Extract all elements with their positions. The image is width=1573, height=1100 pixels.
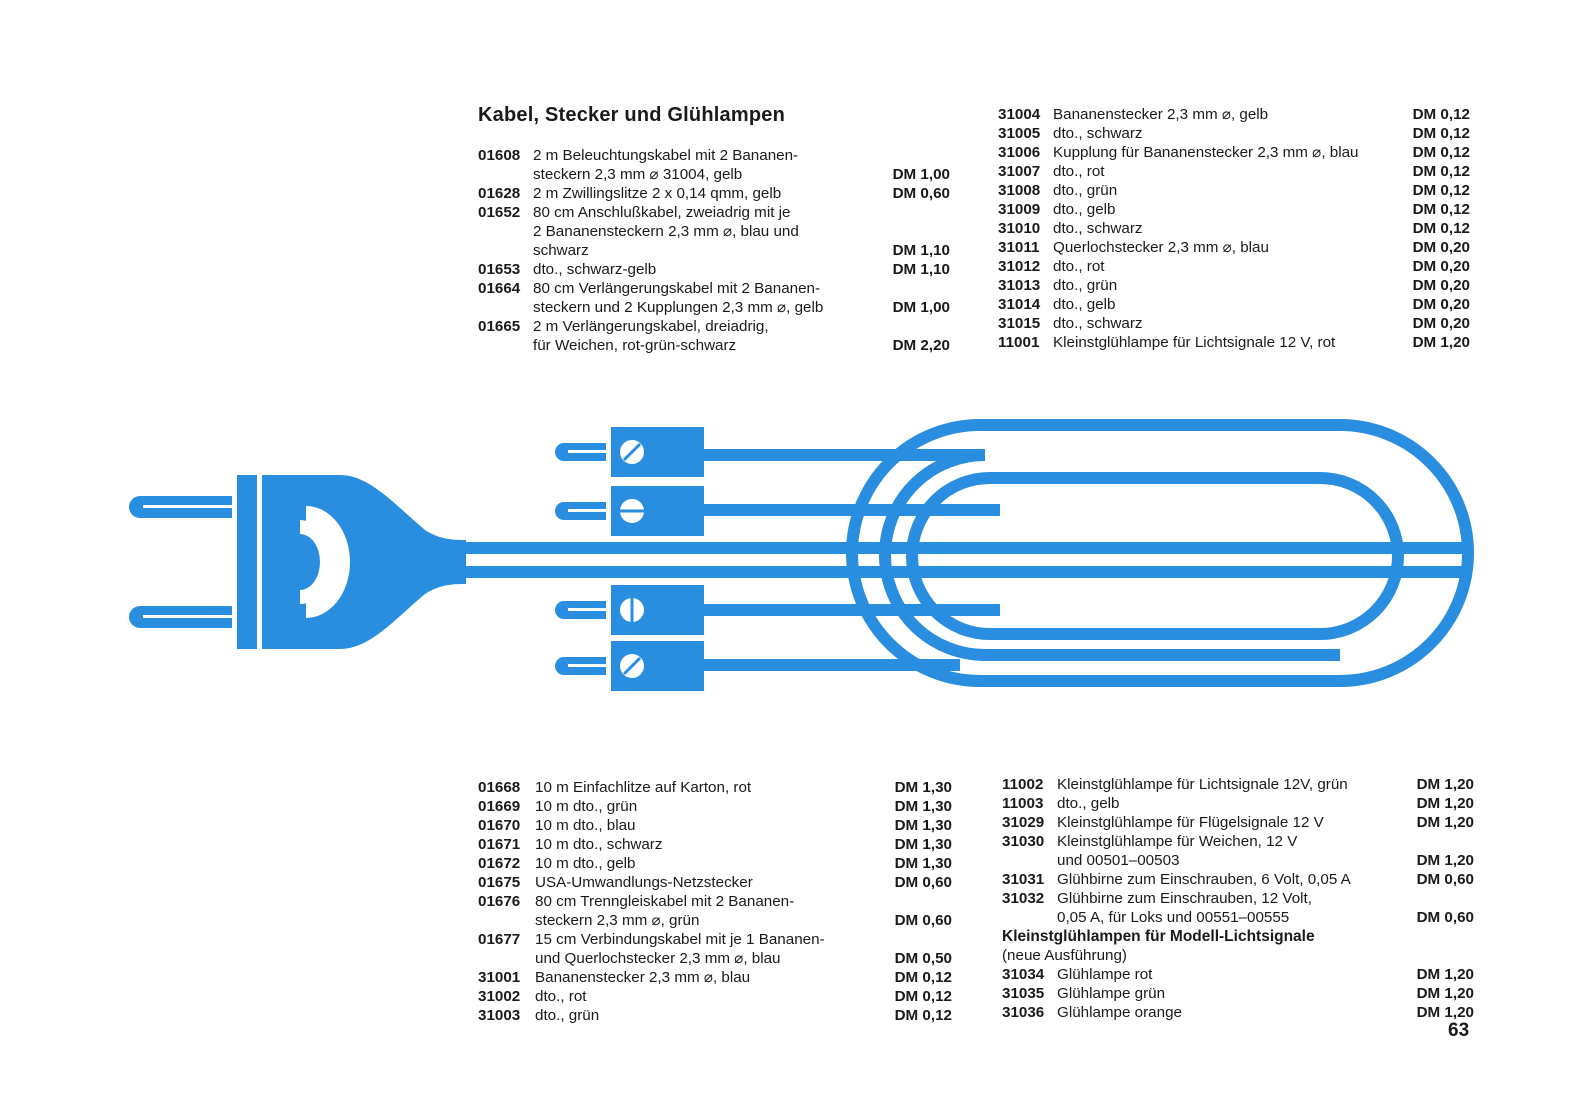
item-description: Querlochstecker 2,3 mm ⌀, blau: [1053, 239, 1269, 256]
item-number: 01677: [478, 931, 521, 948]
item-price: DM 1,00: [892, 299, 950, 316]
item-description: Glühlampe grün: [1057, 985, 1166, 1002]
item-number: 31009: [998, 201, 1041, 218]
item-number: 01670: [478, 817, 521, 834]
item-number: 01668: [478, 779, 521, 796]
item-description: steckern und 2 Kupplungen 2,3 mm ⌀, gelb: [533, 299, 824, 316]
item-price: DM 1,10: [892, 261, 950, 278]
item-price: DM 0,12: [1412, 163, 1470, 180]
item-description: Kleinstglühlampe für Lichtsignale 12V, grün: [1057, 776, 1348, 793]
item-description: Kleinstglühlampe für Lichtsignale 12 V, rot: [1053, 334, 1336, 351]
item-description: Glühlampe orange: [1057, 1004, 1182, 1021]
banana-plug-1: [555, 427, 704, 477]
item-description: 10 m Einfachlitze auf Karton, rot: [535, 779, 752, 796]
item-number: 01676: [478, 893, 521, 910]
page-title: Kabel, Stecker und Glühlampen: [478, 104, 785, 126]
item-price: DM 1,20: [1416, 852, 1474, 869]
item-price: DM 1,20: [1416, 966, 1474, 983]
item-description: 80 cm Verlängerungskabel mit 2 Bananen-: [533, 280, 821, 297]
item-description: 10 m dto., blau: [535, 817, 636, 834]
item-description: dto., grün: [1053, 277, 1118, 294]
item-number: 01671: [478, 836, 521, 853]
item-number: 01665: [478, 318, 521, 335]
item-description: 15 cm Verbindungskabel mit je 1 Bananen-: [535, 931, 825, 948]
item-number: 31034: [1002, 966, 1045, 983]
plug-front-plate: [237, 475, 257, 649]
item-number: 31002: [478, 988, 521, 1005]
item-description: 2 m Verlängerungskabel, dreiadrig,: [533, 318, 769, 335]
item-price: DM 0,12: [1412, 125, 1470, 142]
item-price: DM 0,12: [1412, 144, 1470, 161]
item-number: 31001: [478, 969, 521, 986]
item-description: steckern 2,3 mm ⌀ 31004, gelb: [533, 166, 743, 183]
item-price: DM 0,20: [1412, 239, 1470, 256]
item-price: DM 0,12: [894, 969, 952, 986]
item-description: steckern 2,3 mm ⌀, grün: [535, 912, 700, 929]
item-price: DM 1,20: [1416, 985, 1474, 1002]
item-description: Kleinstglühlampe für Weichen, 12 V: [1057, 833, 1298, 850]
item-number: 01652: [478, 204, 521, 221]
lamp-section-subheading: (neue Ausführung): [1002, 947, 1127, 964]
item-price: DM 0,20: [1412, 296, 1470, 313]
item-number: 31029: [1002, 814, 1045, 831]
item-number: 01653: [478, 261, 521, 278]
item-description: dto., schwarz: [1053, 125, 1143, 142]
item-number: 11001: [998, 334, 1040, 351]
item-price: DM 0,12: [894, 1007, 952, 1024]
item-number: 31008: [998, 182, 1041, 199]
item-number: 31012: [998, 258, 1041, 275]
item-price: DM 2,20: [892, 337, 950, 354]
item-number: 11003: [1002, 795, 1044, 812]
item-price: DM 0,12: [1412, 201, 1470, 218]
item-number: 31032: [1002, 890, 1045, 907]
item-number: 31014: [998, 296, 1041, 313]
item-number: 31011: [998, 239, 1040, 256]
item-number: 31031: [1002, 871, 1045, 888]
item-price: DM 1,20: [1416, 795, 1474, 812]
item-number: 31010: [998, 220, 1041, 237]
item-description: dto., gelb: [1053, 201, 1116, 218]
banana-plug-3: [555, 585, 704, 635]
item-description: Glühbirne zum Einschrauben, 12 Volt,: [1057, 890, 1312, 907]
item-description: 2 Bananensteckern 2,3 mm ⌀, blau und: [533, 223, 799, 240]
item-number: 01672: [478, 855, 521, 872]
item-description: Glühlampe rot: [1057, 966, 1153, 983]
item-description: 10 m dto., schwarz: [535, 836, 663, 853]
item-description: 2 m Beleuchtungskabel mit 2 Bananen-: [533, 147, 799, 164]
item-number: 01664: [478, 280, 521, 297]
item-number: 01608: [478, 147, 521, 164]
item-description: Glühbirne zum Einschrauben, 6 Volt, 0,05 A: [1057, 871, 1351, 888]
item-description: dto., rot: [1053, 258, 1105, 275]
item-description: 2 m Zwillingslitze 2 x 0,14 qmm, gelb: [533, 185, 782, 202]
item-description: dto., schwarz-gelb: [533, 261, 657, 278]
item-price: DM 0,60: [1416, 871, 1474, 888]
item-price: DM 0,60: [1416, 909, 1474, 926]
item-price: DM 1,20: [1416, 776, 1474, 793]
plug-body: [262, 475, 466, 649]
item-price: DM 0,20: [1412, 315, 1470, 332]
item-price: DM 0,12: [1412, 182, 1470, 199]
item-description: dto., schwarz: [1053, 220, 1143, 237]
item-description: dto., gelb: [1057, 795, 1120, 812]
item-description: dto., grün: [1053, 182, 1118, 199]
item-number: 01669: [478, 798, 521, 815]
item-number: 31015: [998, 315, 1041, 332]
item-number: 31004: [998, 106, 1041, 123]
item-price: DM 0,12: [1412, 106, 1470, 123]
item-description: und 00501–00503: [1057, 852, 1180, 869]
page-number: 63: [1448, 1020, 1470, 1041]
item-description: 80 cm Trenngleiskabel mit 2 Bananen-: [535, 893, 795, 910]
item-number: 01628: [478, 185, 521, 202]
item-price: DM 1,30: [894, 855, 952, 872]
item-description: USA-Umwandlungs-Netzstecker: [535, 874, 753, 891]
item-description: Kleinstglühlampe für Flügelsignale 12 V: [1057, 814, 1324, 831]
item-price: DM 0,60: [894, 912, 952, 929]
item-number: 31005: [998, 125, 1041, 142]
item-number: 31003: [478, 1007, 521, 1024]
item-description: 10 m dto., gelb: [535, 855, 636, 872]
item-price: DM 0,50: [894, 950, 952, 967]
item-description: Bananenstecker 2,3 mm ⌀, gelb: [1053, 106, 1269, 123]
item-price: DM 1,10: [892, 242, 950, 259]
lamp-section-heading: Kleinstglühlampen für Modell-Lichtsignale: [1002, 928, 1315, 945]
item-price: DM 1,20: [1412, 334, 1470, 351]
item-number: 31007: [998, 163, 1041, 180]
item-price: DM 0,12: [894, 988, 952, 1005]
item-price: DM 1,20: [1416, 814, 1474, 831]
item-description: dto., schwarz: [1053, 315, 1143, 332]
item-price: DM 0,20: [1412, 277, 1470, 294]
item-price: DM 1,30: [894, 817, 952, 834]
item-price: DM 0,12: [1412, 220, 1470, 237]
item-price: DM 0,60: [892, 185, 950, 202]
banana-plug-4: [555, 641, 704, 691]
item-description: für Weichen, rot-grün-schwarz: [533, 337, 737, 354]
item-price: DM 1,30: [894, 798, 952, 815]
item-description: dto., grün: [535, 1007, 600, 1024]
item-price: DM 1,30: [894, 836, 952, 853]
item-price: DM 1,00: [892, 166, 950, 183]
item-description: dto., rot: [535, 988, 587, 1005]
item-number: 11002: [1002, 776, 1044, 793]
item-description: 10 m dto., grün: [535, 798, 638, 815]
item-price: DM 1,20: [1416, 1004, 1474, 1021]
item-number: 31006: [998, 144, 1041, 161]
item-number: 31030: [1002, 833, 1045, 850]
item-number: 31013: [998, 277, 1041, 294]
item-price: DM 0,20: [1412, 258, 1470, 275]
item-description: dto., rot: [1053, 163, 1105, 180]
item-number: 01675: [478, 874, 521, 891]
item-price: DM 1,30: [894, 779, 952, 796]
item-price: DM 0,60: [894, 874, 952, 891]
item-description: Bananenstecker 2,3 mm ⌀, blau: [535, 969, 751, 986]
wire-loop-1: [704, 455, 1340, 655]
item-description: Kupplung für Bananenstecker 2,3 mm ⌀, blau: [1053, 144, 1359, 161]
item-number: 31036: [1002, 1004, 1045, 1021]
item-description: dto., gelb: [1053, 296, 1116, 313]
item-number: 31035: [1002, 985, 1045, 1002]
banana-plug-2: [555, 486, 704, 536]
item-description: und Querlochstecker 2,3 mm ⌀, blau: [535, 950, 781, 967]
item-description: schwarz: [533, 242, 589, 259]
item-description: 0,05 A, für Loks und 00551–00555: [1057, 909, 1290, 926]
item-description: 80 cm Anschlußkabel, zweiadrig mit je: [533, 204, 791, 221]
